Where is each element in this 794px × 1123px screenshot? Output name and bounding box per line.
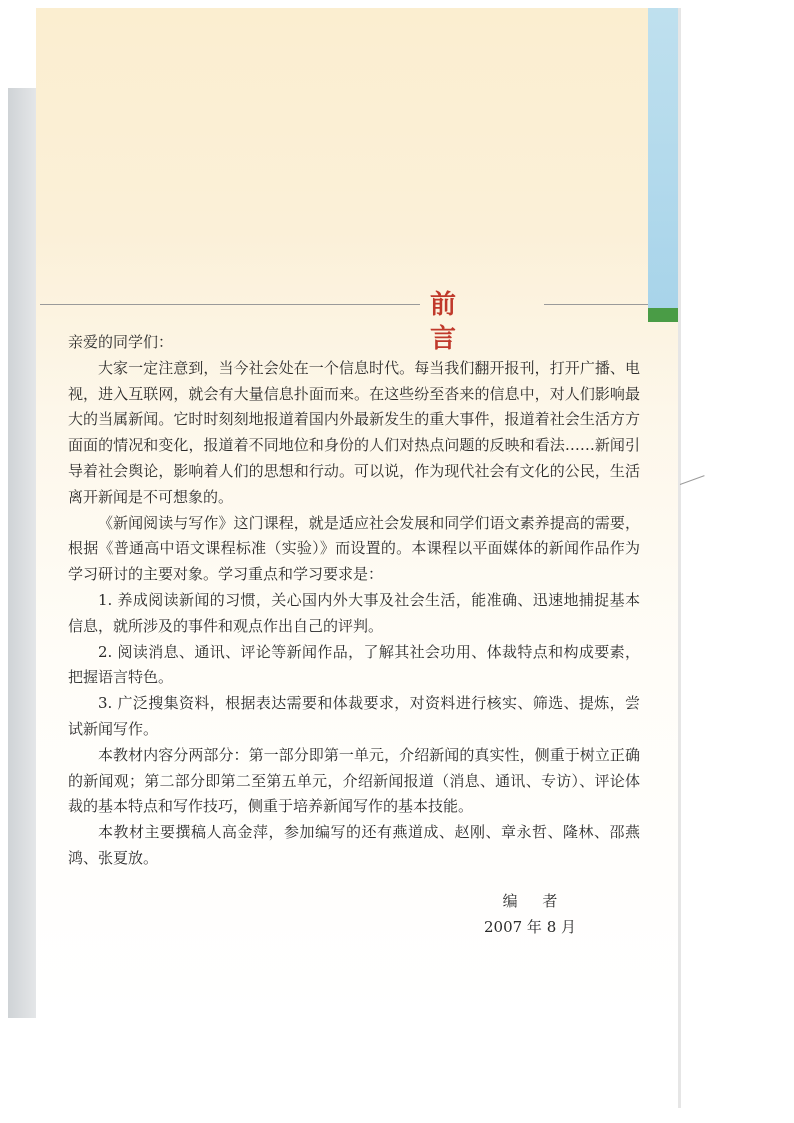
page-title: 前 言 <box>430 290 479 354</box>
right-page-edge <box>678 8 681 1108</box>
paragraph: 大家一定注意到，当今社会处在一个信息时代。每当我们翻开报刊，打开广播、电视，进入互联网，就会有大量信息扑面而来。在这些纷至沓来的信息中，对人们影响最大的当属新闻。它时时刻刻地报道着国内外最新发生的重大事件，报道着社会生活方方面面的情况和变化，报道着不同地位和身份的人们对热点问题的反映和看法……新闻引导着社会舆论，影响着人们的思想和行动。可以说，作为现代社会有文化的公民，生活离开新闻是不可想象的。 <box>68 358 640 506</box>
preface-body <box>68 330 640 872</box>
blue-side-band <box>648 8 678 308</box>
left-page-edge <box>8 88 36 1018</box>
paragraph: 本教材内容分两部分：第一部分即第一单元，介绍新闻的真实性，侧重于树立正确的新闻观；第二部分即第二至第五单元，介绍新闻报道（消息、通讯、专访）、评论体裁的基本特点和写作技巧，侧重于培养新闻写作的基本技能。 <box>68 745 640 816</box>
paragraph: 《新闻阅读与写作》这门课程，就是适应社会发展和同学们语文素养提高的需要，根据《普通高中语文课程标准（实验）》而设置的。本课程以平面媒体的新闻作品作为学习研讨的主要对象。学习重点和学习要求是： <box>68 513 640 584</box>
list-item: 2. 阅读消息、通讯、评论等新闻作品，了解其社会功用、体裁特点和构成要素，把握语言特色。 <box>68 642 640 687</box>
paragraph: 本教材主要撰稿人高金萍，参加编写的还有燕道成、赵刚、章永哲、隆林、邵燕鸿、张夏放。 <box>68 823 640 867</box>
signature-date: 2007 年 8 月 <box>483 918 577 936</box>
signature-block <box>440 888 620 940</box>
signature-author: 编 者 <box>502 892 568 910</box>
list-item: 1. 养成阅读新闻的习惯，关心国内外大事及社会生活，能准确、迅速地捕捉基本信息，就所涉及的事件和观点作出自己的评判。 <box>68 590 640 635</box>
green-side-marker <box>648 308 678 322</box>
greeting: 亲爱的同学们： <box>68 333 174 351</box>
title-rule-left <box>40 304 420 305</box>
list-item: 3. 广泛搜集资料，根据表达需要和体裁要求，对资料进行核实、筛选、提炼，尝试新闻写作。 <box>68 694 640 738</box>
title-rule-right <box>544 304 648 305</box>
